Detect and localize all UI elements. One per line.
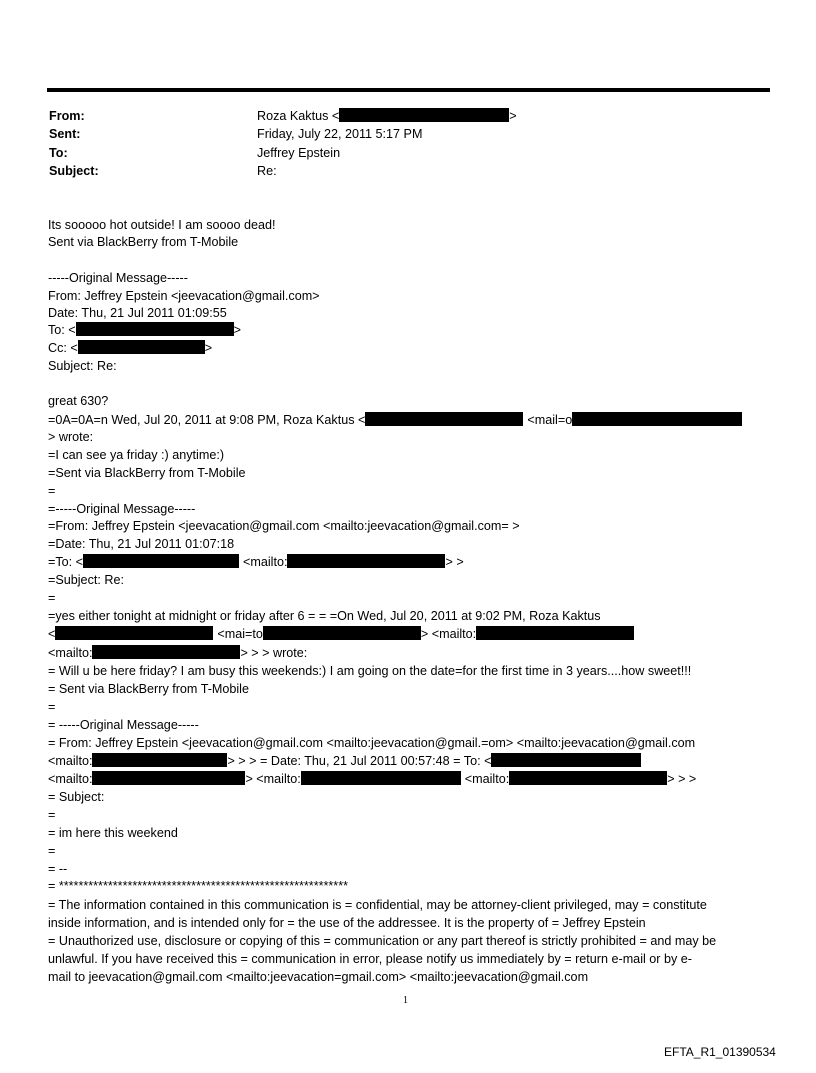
from-value <box>257 107 517 125</box>
body-line <box>48 753 641 770</box>
header-rule <box>47 88 770 92</box>
subject-value: Re: <box>257 164 277 178</box>
body-line: great 630? <box>48 394 109 408</box>
redaction-box <box>572 412 742 426</box>
to-label: To: <box>49 146 68 160</box>
body-line: Subject: Re: <box>48 359 117 373</box>
body-line <box>48 322 241 339</box>
body-line: =yes either tonight at midnight or friday after 6 = = =On Wed, Jul 20, 2011 at 9:02 PM, Roza Kaktus <box>48 609 601 623</box>
body-line: = -----Original Message----- <box>48 718 199 732</box>
body-line: = <box>48 808 56 822</box>
body-line: =Date: Thu, 21 Jul 2011 01:07:18 <box>48 537 235 551</box>
text-fragment: <mail=o <box>527 413 573 427</box>
body-line: Its sooooo hot outside! I am soooo dead! <box>48 218 276 232</box>
from-close: > <box>509 109 517 123</box>
redaction-box <box>78 340 205 354</box>
body-line <box>48 771 696 788</box>
body-line: = The information contained in this communication is = confidential, may be attorney-client privileged, may = constitute <box>48 898 707 912</box>
bates-number: EFTA_R1_01390534 <box>664 1045 776 1059</box>
body-line: mail to jeevacation@gmail.com <mailto:jeevacation=gmail.com> <mailto:jeevacation@gmail.com <box>48 970 589 984</box>
redaction-box <box>92 753 227 767</box>
body-line: = <box>48 484 56 498</box>
subject-label: Subject: <box>49 164 99 178</box>
text-fragment: To: < <box>48 323 76 337</box>
redaction-box <box>83 554 239 568</box>
body-line: = Will u be here friday? I am busy this weekends:) I am going on the date=for the first time in 3 years....how sweet!!! <box>48 664 692 678</box>
redaction-box <box>301 771 461 785</box>
body-line <box>48 626 634 643</box>
text-fragment: <mailto: <box>243 555 288 569</box>
text-fragment: =0A=0A=n Wed, Jul 20, 2011 at 9:08 PM, Roza Kaktus < <box>48 413 366 427</box>
body-line: = *********************************************************** <box>48 879 349 893</box>
body-line: Date: Thu, 21 Jul 2011 01:09:55 <box>48 306 227 320</box>
text-fragment: < <box>48 627 56 641</box>
to-value: Jeffrey Epstein <box>257 146 341 160</box>
redaction-box <box>287 554 445 568</box>
text-fragment: > > > wrote: <box>240 646 308 660</box>
text-fragment: <mailto: <box>48 646 93 660</box>
body-line: =-----Original Message----- <box>48 502 196 516</box>
redaction-box <box>263 626 421 640</box>
sent-label: Sent: <box>49 127 81 141</box>
text-fragment: > <mailto: <box>420 627 477 641</box>
text-fragment: <mailto: <box>48 772 93 786</box>
text-fragment: <mai=to <box>217 627 263 641</box>
redaction-box <box>491 753 641 767</box>
body-line: unlawful. If you have received this = communication in error, please notify us immediately by = return e-mail or by e- <box>48 952 692 966</box>
body-line: =Sent via BlackBerry from T-Mobile <box>48 466 246 480</box>
from-name: Roza Kaktus < <box>257 109 340 123</box>
body-line: From: Jeffrey Epstein <jeevacation@gmail.com> <box>48 289 320 303</box>
body-line: = -- <box>48 862 68 876</box>
sent-value: Friday, July 22, 2011 5:17 PM <box>257 127 423 141</box>
body-line: =Subject: Re: <box>48 573 124 587</box>
text-fragment: > > > = Date: Thu, 21 Jul 2011 00:57:48 = To: < <box>227 754 492 768</box>
body-line: = im here this weekend <box>48 826 178 840</box>
body-line: -----Original Message----- <box>48 271 188 285</box>
text-fragment: > > <box>445 555 464 569</box>
text-fragment: =To: < <box>48 555 84 569</box>
redaction-box <box>509 771 667 785</box>
body-line: =From: Jeffrey Epstein <jeevacation@gmail.com <mailto:jeevacation@gmail.com= > <box>48 519 520 533</box>
body-line: = Unauthorized use, disclosure or copying of this = communication or any part thereof is strictly prohibited = and may be <box>48 934 717 948</box>
text-fragment: > <mailto: <box>245 772 301 786</box>
body-line <box>48 645 307 662</box>
body-line: =I can see ya friday :) anytime:) <box>48 448 225 462</box>
redaction-box <box>92 645 240 659</box>
body-line: Sent via BlackBerry from T-Mobile <box>48 235 239 249</box>
body-line: = Sent via BlackBerry from T-Mobile <box>48 682 249 696</box>
redaction-box <box>76 322 234 336</box>
text-fragment: <mailto: <box>48 754 93 768</box>
body-line: = From: Jeffrey Epstein <jeevacation@gmail.com <mailto:jeevacation@gmail.=om> <mailto:jeevacation@gmail.com <box>48 736 696 750</box>
body-line: = Subject: <box>48 790 105 804</box>
text-fragment: > <box>233 323 242 337</box>
redaction-box <box>476 626 634 640</box>
body-line: = <box>48 700 56 714</box>
redaction-box <box>55 626 213 640</box>
redaction-box <box>365 412 523 426</box>
text-fragment: Cc: < <box>48 341 78 355</box>
body-line: inside information, and is intended only for = the use of the addressee. It is the property of = Jeffrey Epstein <box>48 916 646 930</box>
redaction-box <box>339 108 509 122</box>
text-fragment: <mailto: <box>464 772 510 786</box>
text-fragment: > > > <box>667 772 697 786</box>
from-label: From: <box>49 109 85 123</box>
text-fragment: > <box>204 341 213 355</box>
body-line: = <box>48 844 56 858</box>
body-line: > wrote: <box>48 430 94 444</box>
body-line <box>48 340 212 357</box>
body-line <box>48 554 464 571</box>
body-line <box>48 412 742 429</box>
redaction-box <box>92 771 245 785</box>
page-number: 1 <box>403 995 408 1006</box>
body-line: = <box>48 591 56 605</box>
